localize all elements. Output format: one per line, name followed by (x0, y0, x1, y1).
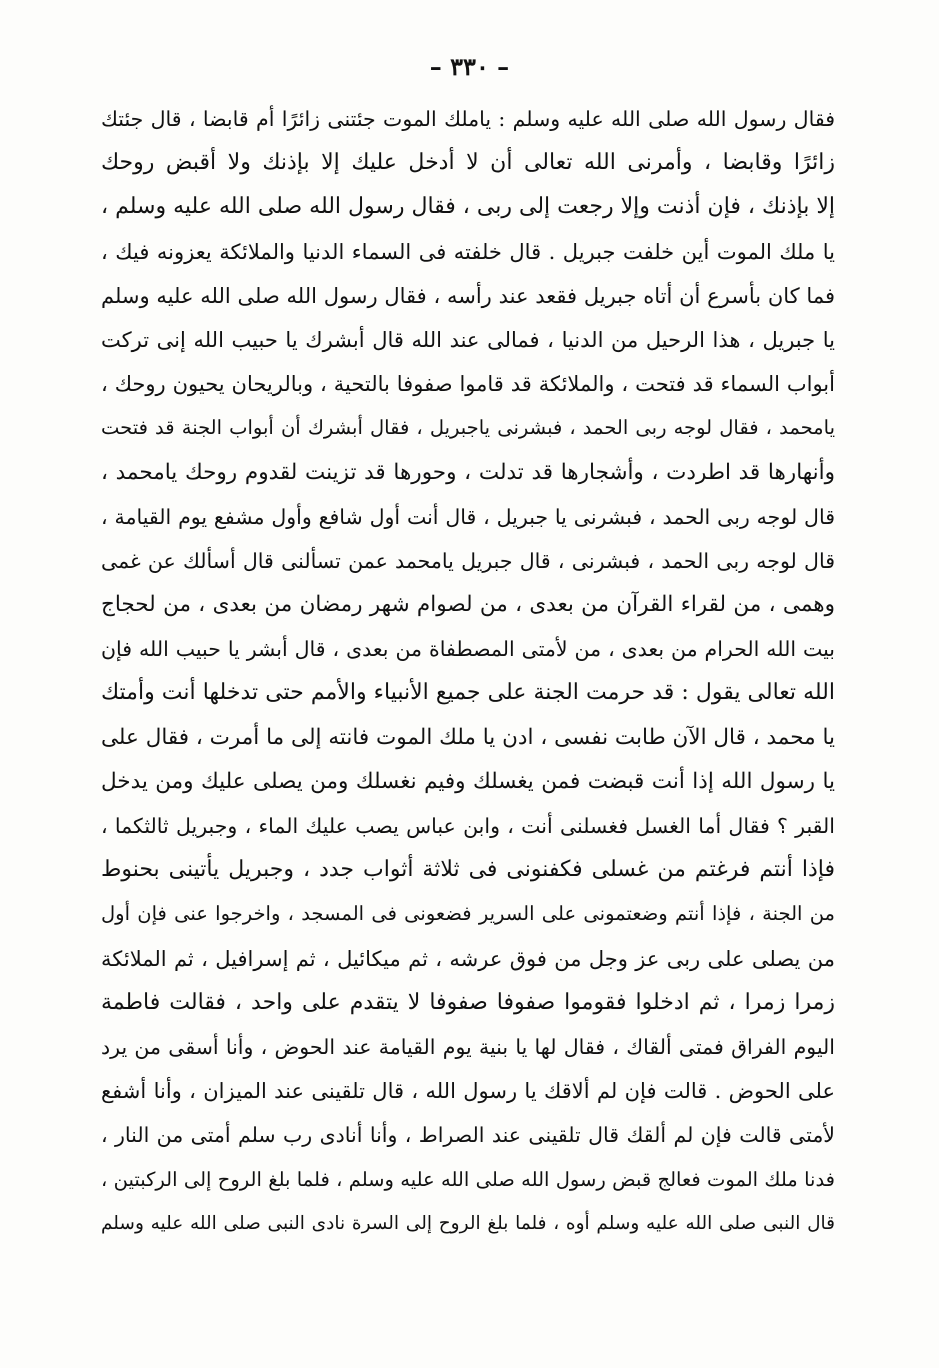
text-line: على الحوض . قالت فإن لم ألاقك يا رسول الله ، قال تلقينى عند الميزان ، وأنا أشفع (101, 1079, 835, 1104)
text-line: زائرًا وقابضا ، وأمرنى الله تعالى أن لا أدخل عليك إلا بإذنك ولا أقبض روحك (101, 150, 835, 176)
text-line: قال النبى صلى الله عليه وسلم أوه ، فلما بلغ الروح إلى السرة نادى النبى صلى الله عليه وسلم (101, 1212, 835, 1234)
text-line: من الجنة ، فإذا أنتم وضعتمونى على السرير فضعونى فى المسجد ، واخرجوا عنى فإن أول (101, 902, 835, 926)
text-line: إلا بإذنك ، فإن أذنت وإلا رجعت إلى ربى ، فقال رسول الله صلى الله عليه وسلم ، (101, 194, 835, 220)
text-line: زمرا زمرا ، ثم ادخلوا فقوموا صفوفا صفوفا لا يتقدم على واحد ، فقالت فاطمة (101, 989, 835, 1015)
text-line: أبواب السماء قد فتحت ، والملائكة قد قاموا صفوفا بالتحية ، وبالريحان يحيون روحك ، (101, 372, 835, 397)
text-line: يا ملك الموت أين خلفت جبريل . قال خلفته فى السماء الدنيا والملائكة يعزونه فيك ، (101, 239, 835, 264)
text-line: وأنهارها قد اطردت ، وأشجارها قد تدلت ، وحورها قد تزينت لقدوم روحك يامحمد ، (101, 459, 835, 485)
text-line: يامحمد ، فقال لوجه ربى الحمد ، فبشرنى ياجبريل ، فقال أبشرك أن أبواب الجنة قد فتحت (101, 416, 835, 440)
page-number: – ٣٣٠ – (429, 52, 510, 81)
text-line: يا رسول الله إذا أنت قبضت فمن يغسلك وفيم نغسلك ومن يصلى عليك ومن يدخل (101, 768, 835, 794)
text-line: اليوم الفراق فمتى ألقاك ، فقال لها يا بنية يوم القيامة عند الحوض ، وأنا أسقى من يرد (101, 1034, 835, 1059)
text-line: فدنا ملك الموت فعالج قبض رسول الله صلى الله عليه وسلم ، فلما بلغ الروح إلى الركبتين ، (101, 1167, 835, 1191)
body-text (101, 97, 835, 1246)
text-line: يا محمد ، قال الآن طابت نفسى ، ادن يا ملك الموت فانته إلى ما أمرت ، فقال على (101, 724, 835, 750)
text-line: وهمى ، من لقراء القرآن من بعدى ، من لصوام شهر رمضان من بعدى ، من لحجاج (101, 592, 835, 618)
text-line: قال لوجه ربى الحمد ، فبشرنى يا جبريل ، قال أنت أول شافع وأول مشفع يوم القيامة ، (101, 504, 835, 529)
text-line: فقال رسول الله صلى الله عليه وسلم : ياملك الموت جئتنى زائرًا أم قابضا ، قال جئتك (101, 107, 835, 131)
text-line: يا جبريل ، هذا الرحيل من الدنيا ، فمالى عند الله قال أبشرك يا حبيب الله إنى تركت (101, 327, 835, 352)
text-line: من يصلى على ربى عز وجل من فوق عرشه ، ثم ميكائيل ، ثم إسرافيل ، ثم الملائكة (101, 946, 835, 971)
text-line: لأمتى قالت فإن لم ألقك قال تلقينى عند الصراط ، وأنا أنادى رب سلم أمتى من النار ، (101, 1123, 835, 1148)
text-line: بيت الله الحرام من بعدى ، من لأمتى المصطفاة من بعدى ، قال أبشر يا حبيب الله فإن (101, 637, 835, 662)
text-line: القبر ؟ فقال أما الغسل فغسلنى أنت ، وابن عباس يصب عليك الماء ، وجبريل ثالثكما ، (101, 814, 835, 838)
text-line: فإذا أنتم فرغتم من غسلى فكفنونى فى ثلاثة أثواب جدد ، وجبريل يأتينى بحنوط (101, 857, 835, 883)
text-line: فما كان بأسرع أن أتاه جبريل فقعد عند رأسه ، فقال رسول الله صلى الله عليه وسلم (101, 283, 835, 308)
text-line: قال لوجه ربى الحمد ، فبشرنى ، قال جبريل يامحمد عمن تسألنى قال أسألك عن غمى (101, 548, 835, 573)
text-line: الله تعالى يقول : قد حرمت الجنة على جميع الأنبياء والأمم حتى تدخلها أنت وأمتك (101, 680, 835, 706)
